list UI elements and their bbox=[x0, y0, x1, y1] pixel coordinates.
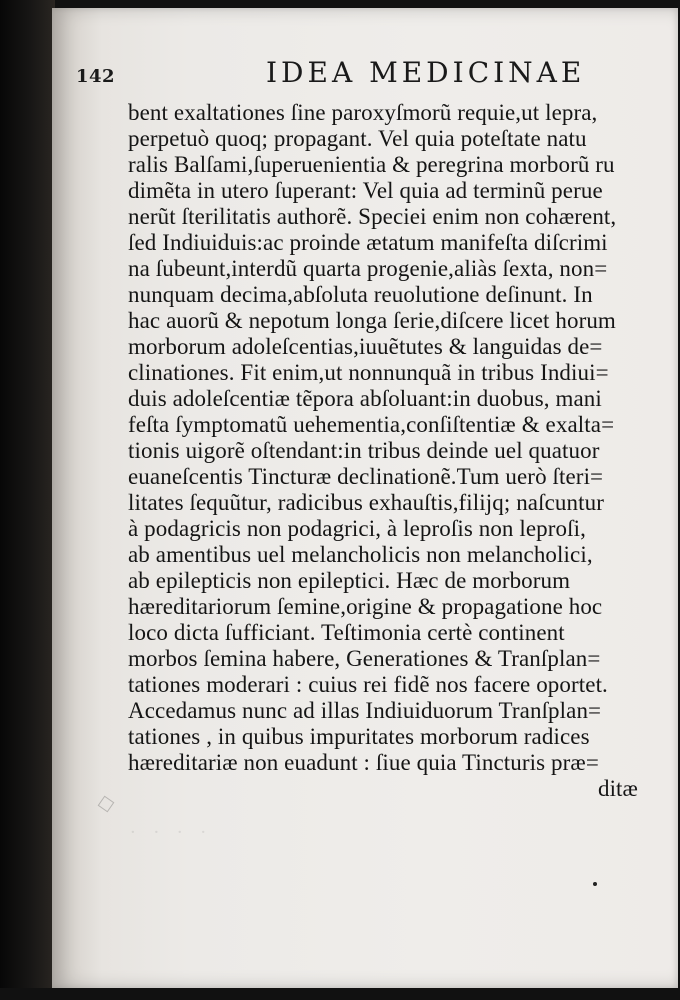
text-line: nerũt ſterilitatis authorẽ. Speciei enim non cohærent, bbox=[128, 204, 617, 229]
catchword: ditæ bbox=[597, 776, 638, 801]
text-line: na ſubeunt,interdũ quarta progenie,aliàs ſexta, non= bbox=[128, 256, 608, 281]
text-line: perpetuò quoq; propagant. Vel quia poteſtate natu bbox=[128, 126, 587, 151]
text-line: bent exaltationes ſine paroxyſmorũ requie,ut lepra, bbox=[128, 100, 598, 125]
text-line: hæreditariorum ſemine,origine & propagatione hoc bbox=[128, 594, 603, 619]
text-line: tationes moderari : cuius rei fidẽ nos facere oportet. bbox=[128, 672, 608, 697]
text-line: à podagricis non podagrici, à leproſis non leproſi, bbox=[128, 516, 586, 541]
text-line: euaneſcentis Tincturæ declinationẽ.Tum uerò ſteri= bbox=[128, 464, 604, 489]
text-line: ſed Indiuiduis:ac proinde ætatum manifeſta diſcrimi bbox=[128, 230, 608, 255]
text-line: clinationes. Fit enim,ut nonnunquã in tribus Indiui= bbox=[128, 360, 609, 385]
ink-speck bbox=[593, 882, 597, 886]
text-line: tionis uigorẽ oſtendant:in tribus deinde uel quatuor bbox=[128, 438, 600, 463]
text-line: feſta ſymptomatũ uehementia,conſiſtentiæ & exalta= bbox=[128, 412, 615, 437]
text-line: litates ſequũtur, radicibus exhauſtis,filijq; naſcuntur bbox=[128, 490, 604, 515]
show-through-text: · · · · bbox=[130, 822, 213, 843]
running-title: IDEA MEDICINAE bbox=[266, 56, 586, 89]
text-line: ab epilepticis non epileptici. Hæc de morborum bbox=[128, 568, 571, 593]
text-line: morborum adoleſcentias,iuuẽtutes & languidas de= bbox=[128, 334, 603, 359]
running-header bbox=[76, 56, 656, 96]
text-line: morbos ſemina habere, Generationes & Tranſplan= bbox=[128, 646, 601, 671]
body-text bbox=[128, 100, 658, 802]
binding-shadow bbox=[0, 0, 55, 1000]
text-line: tationes , in quibus impuritates morborum radices bbox=[128, 724, 590, 749]
text-line: hac auorũ & nepotum longa ſerie,diſcere licet horum bbox=[128, 308, 616, 333]
text-line: hæreditariæ non euadunt : ſiue quia Tincturis præ= bbox=[128, 750, 599, 775]
page-number: 142 bbox=[76, 66, 116, 87]
text-line: duis adoleſcentiæ tẽpora abſoluant:in duobus, mani bbox=[128, 386, 602, 411]
text-line: nunquam decima,abſoluta reuolutione deſinunt. In bbox=[128, 282, 593, 307]
text-line: ralis Balſami,ſuperuenientia & peregrina morborũ ru bbox=[128, 152, 615, 177]
text-line: ab amentibus uel melancholicis non melancholici, bbox=[128, 542, 593, 567]
text-line: loco dicta ſufficiant. Teſtimonia certè continent bbox=[128, 620, 565, 645]
text-line: Accedamus nunc ad illas Indiuiduorum Tranſplan= bbox=[128, 698, 602, 723]
text-line: dimẽta in utero ſuperant: Vel quia ad terminũ perue bbox=[128, 178, 603, 203]
scan-bottom-edge bbox=[0, 988, 680, 1000]
